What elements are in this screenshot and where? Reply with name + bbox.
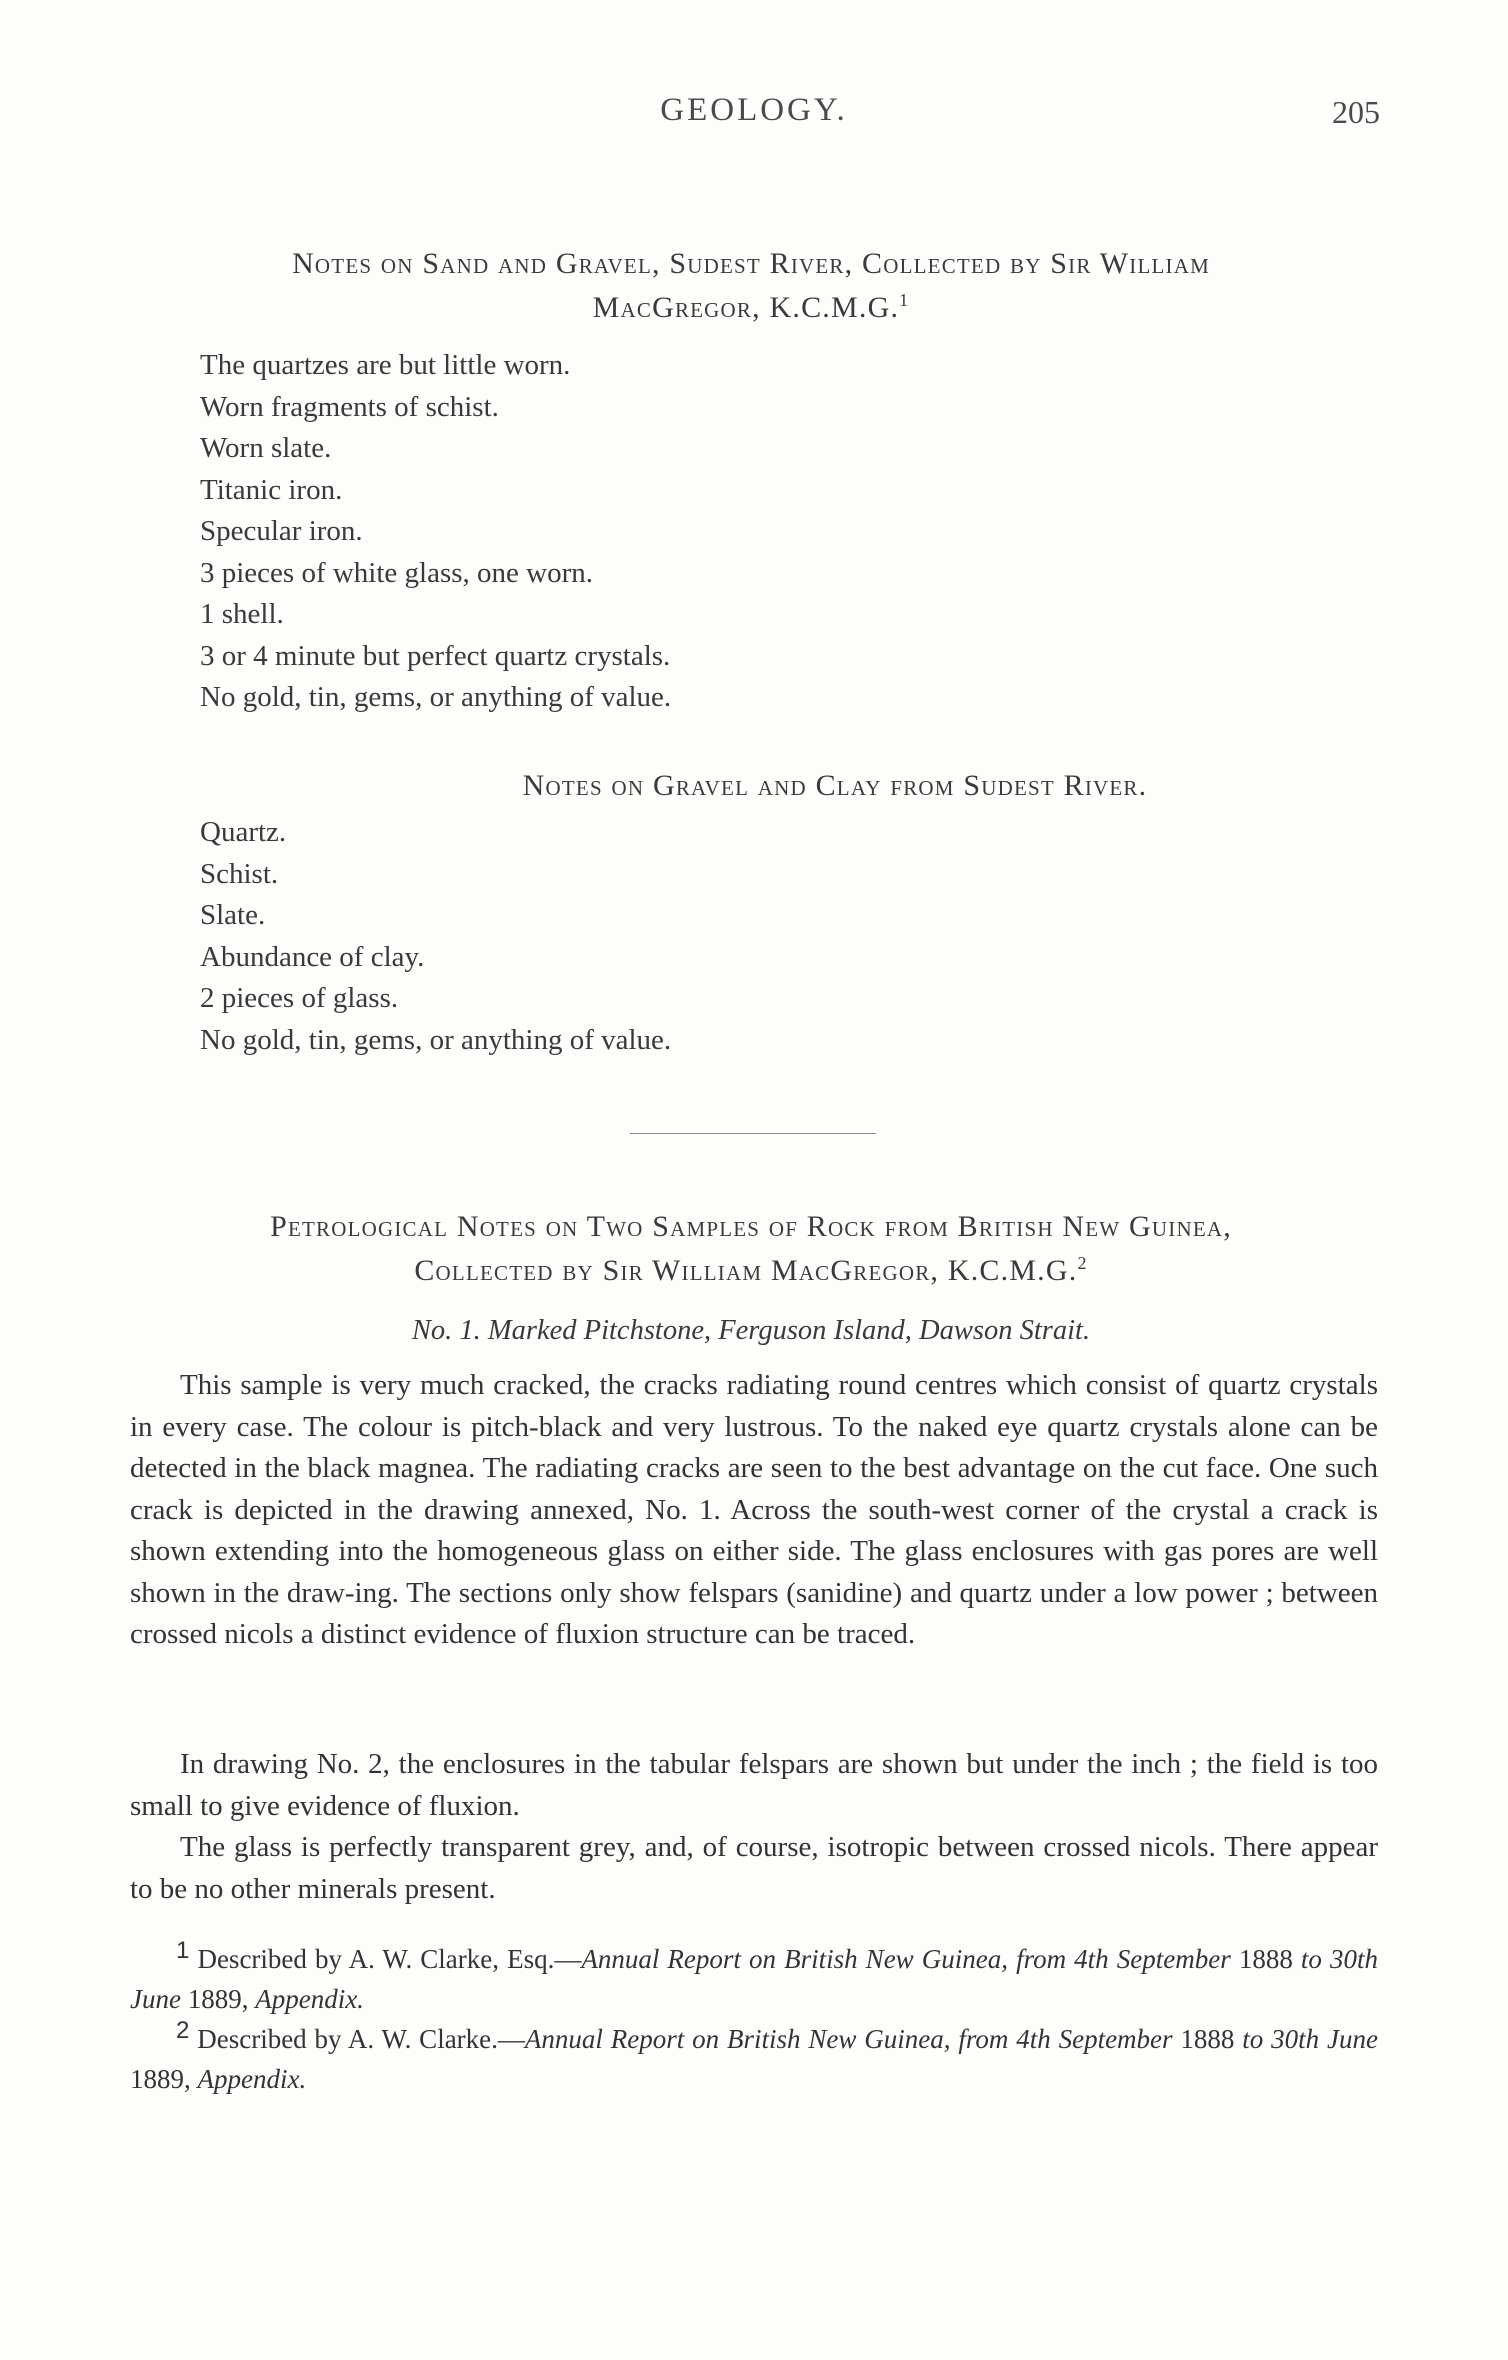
list-item: No gold, tin, gems, or anything of value. bbox=[200, 1023, 672, 1056]
footnotes bbox=[130, 1939, 1378, 2099]
list-item: No gold, tin, gems, or anything of value. bbox=[200, 681, 672, 713]
sample-heading bbox=[126, 1315, 1376, 1347]
sample-description: Marked Pitchstone, Ferguson Island, Dawson Strait. bbox=[487, 1315, 1091, 1346]
list-item: 2 pieces of glass. bbox=[200, 982, 399, 1014]
paragraph: In drawing No. 2, the enclosures in the tabular felspars are shown but under the inch ; the field is too small to give evidence of fluxion. bbox=[130, 1748, 1378, 1822]
sand-gravel-list bbox=[200, 345, 671, 719]
section-title-line-1: Notes on Sand and Gravel, Sudest River, Collected by Sir William bbox=[292, 247, 1210, 280]
list-item: Specular iron. bbox=[200, 515, 363, 547]
footnote-ref-2[interactable]: 2 bbox=[1077, 1253, 1088, 1273]
section-title-line-2: Collected by Sir William MacGregor, K.C.M.G.$^2$ bbox=[414, 1253, 1088, 1287]
sample-number: No. 1. bbox=[411, 1315, 481, 1346]
list-item: The quartzes are but little worn. bbox=[200, 349, 571, 381]
list-item: Worn slate. bbox=[200, 432, 332, 464]
footnote-2: $^2$ Described by A. W. Clarke.—Annual Report on British New Guinea, from 4th September 1888 to 30th June 1889, Appendix. bbox=[130, 2017, 1379, 2094]
footnote-1: $^1$ Described by A. W. Clarke, Esq.—Annual Report on British New Guinea, from 4th September 1888 to 30th June 1889, Appendix. bbox=[130, 1937, 1379, 2014]
list-item: Titanic iron. bbox=[200, 473, 343, 506]
list-item: Quartz. bbox=[200, 816, 287, 848]
running-head bbox=[0, 92, 1508, 142]
list-item: Schist. bbox=[200, 857, 279, 890]
footnote-marker: 2 bbox=[176, 2017, 190, 2044]
section-title-petrological bbox=[126, 1205, 1376, 1293]
list-item: Slate. bbox=[200, 899, 266, 931]
gravel-clay-list bbox=[200, 812, 671, 1061]
paragraph: This sample is very much cracked, the cracks radiating round centres which consist of quartz crystals in every case. The colour is pitch-black and very lustrous. To the naked eye quartz crystals alone can be detected in the black magnea. The radiating cracks are seen to the best advantage on the cut face. One such crack is depicted in the drawing annexed, No. 1. Across the south-west corner of the crystal a crack is shown extending into the homogeneous glass on either side. The glass enclosures with gas pores are well shown in the draw-ing. The sections only show felspars (sanidine) and quartz under a low power ; between crossed nicols a distinct evidence of fluxion structure can be traced. bbox=[130, 1369, 1378, 1650]
footnote-marker: 1 bbox=[176, 1937, 190, 1964]
list-item: Worn fragments of schist. bbox=[200, 390, 499, 423]
section-title-sand-gravel bbox=[126, 242, 1376, 330]
footnote-ref-1[interactable]: 1 bbox=[899, 290, 910, 310]
section-divider bbox=[630, 1133, 876, 1134]
list-item: Abundance of clay. bbox=[200, 940, 425, 973]
list-item: 1 shell. bbox=[200, 598, 284, 630]
section-title-line-2: MacGregor, K.C.M.G.$^1$ bbox=[592, 290, 910, 324]
paragraph: The glass is perfectly transparent grey, and, of course, isotropic between crossed nicols. There appear to be no other minerals present. bbox=[130, 1831, 1378, 1905]
section-title-gravel-clay: Notes on Gravel and Clay from Sudest River. bbox=[522, 769, 1148, 802]
section-title-line-1: Petrological Notes on Two Samples of Rock from British New Guinea, bbox=[270, 1210, 1232, 1243]
page-number: 205 bbox=[1332, 94, 1380, 130]
running-title: GEOLOGY. bbox=[660, 92, 848, 128]
list-item: 3 pieces of white glass, one worn. bbox=[200, 556, 594, 589]
list-item: 3 or 4 minute but perfect quartz crystals. bbox=[200, 639, 671, 672]
